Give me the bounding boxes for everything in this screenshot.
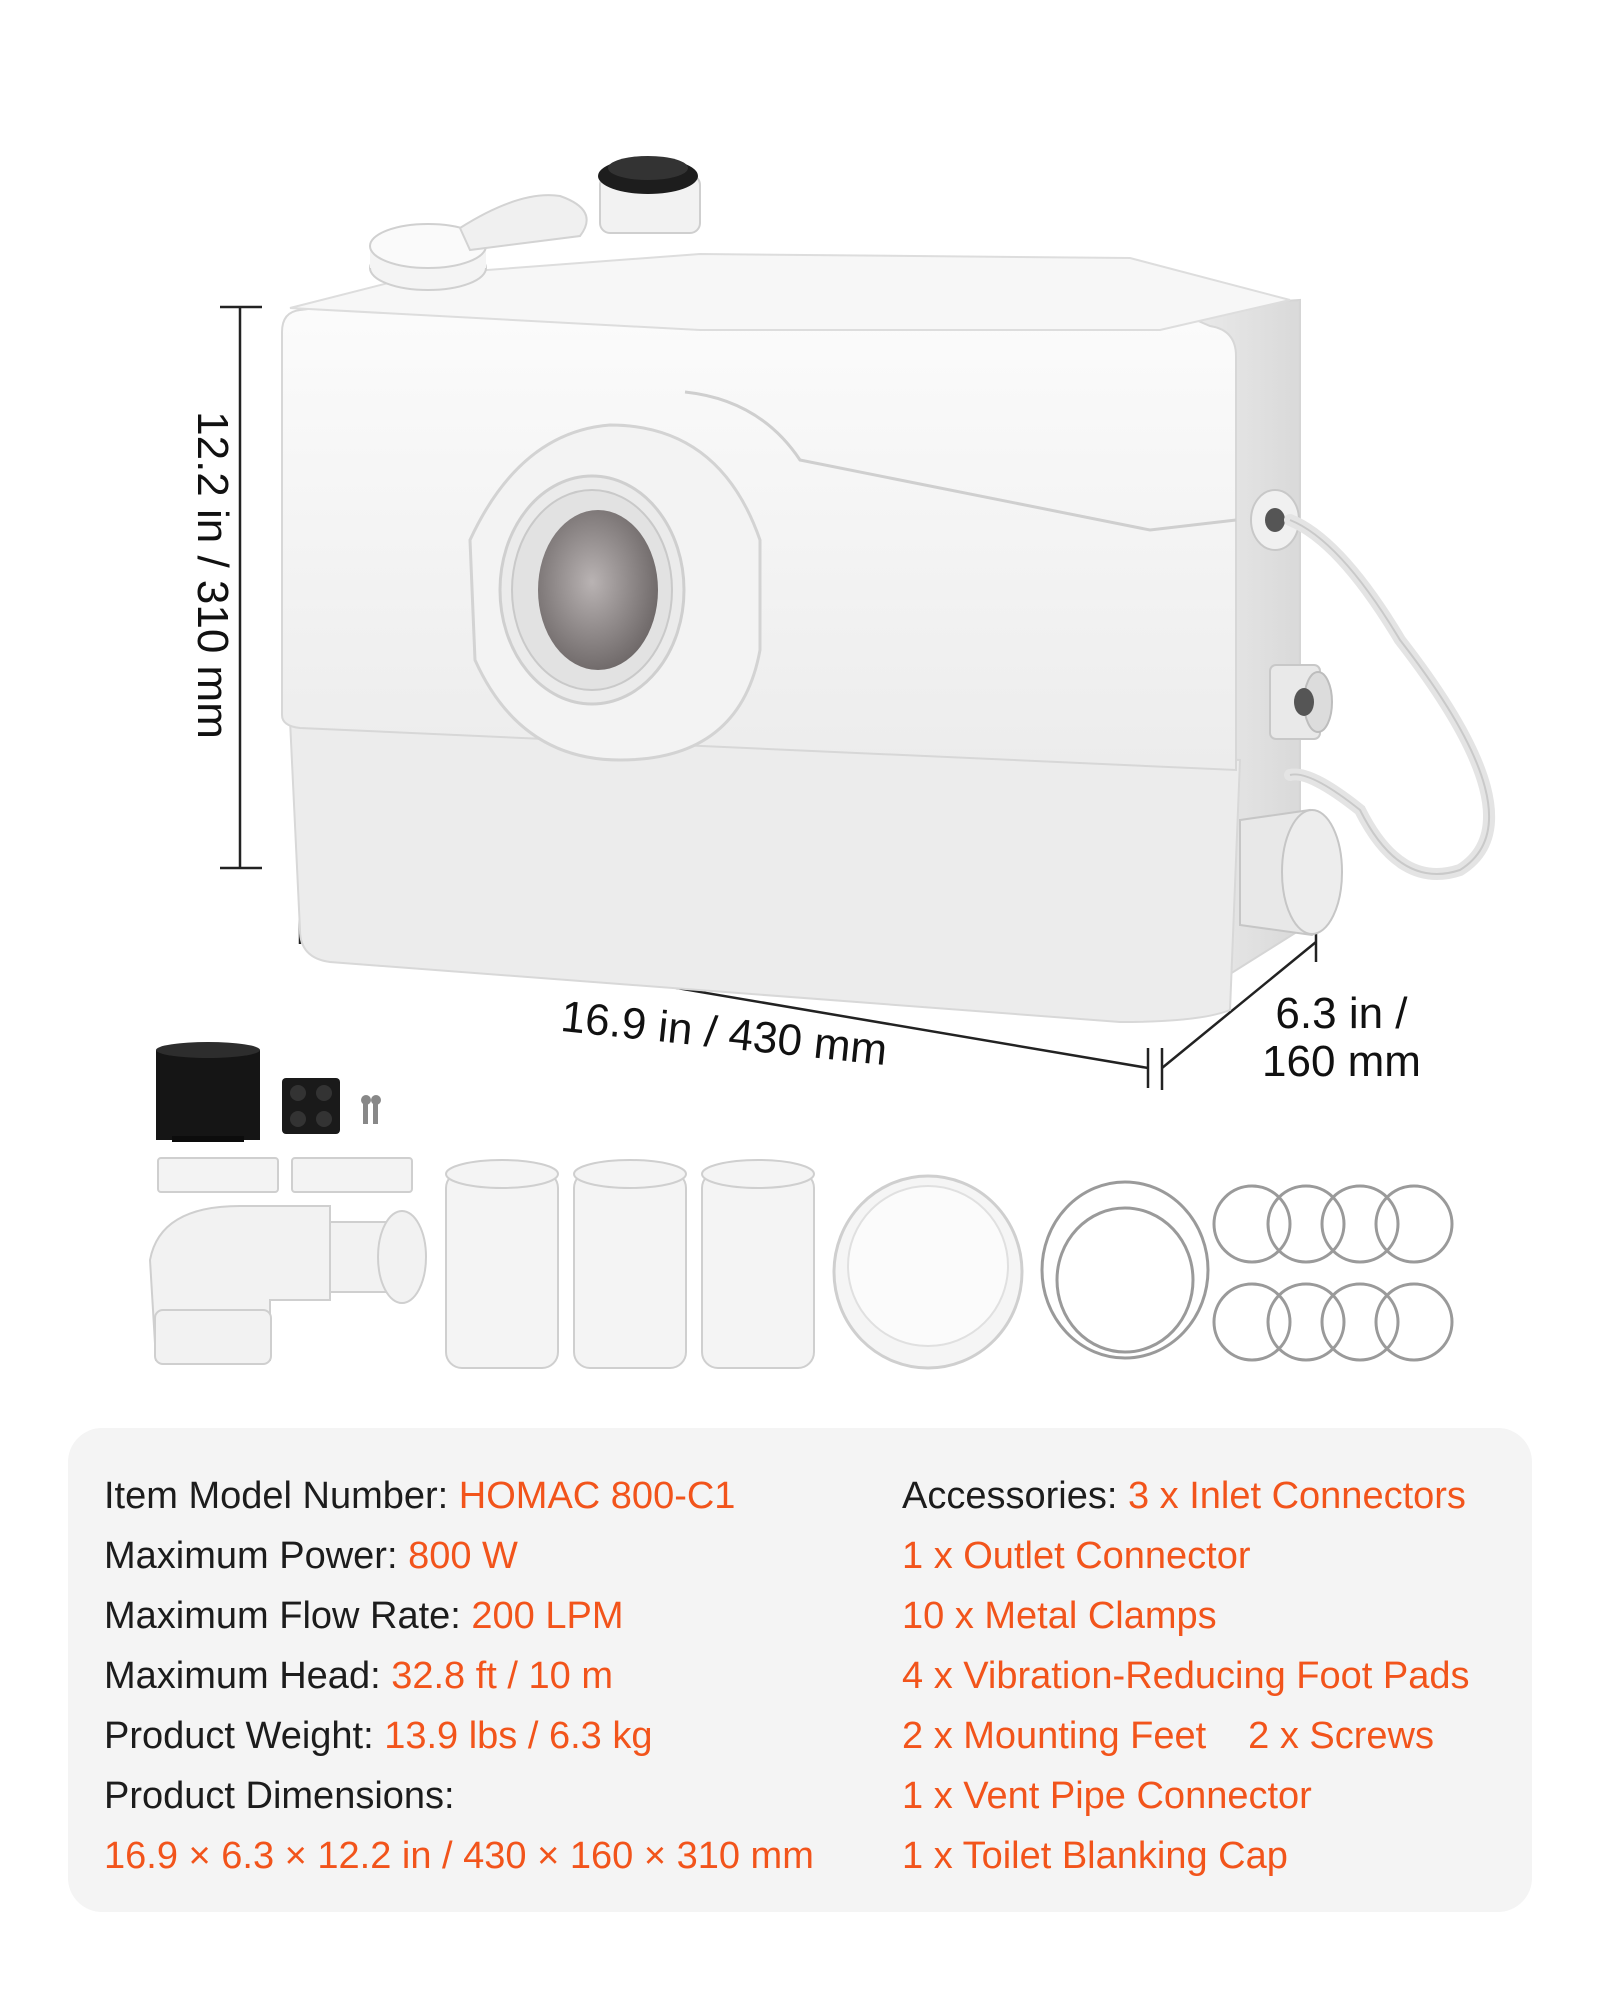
accessories-label: Accessories: [902, 1475, 1128, 1517]
accessory-item [902, 1706, 1470, 1766]
height-dimension-label: 12.2 in / 310 mm [188, 411, 237, 739]
spec-head [104, 1646, 814, 1706]
spec-value: HOMAC 800-C1 [458, 1475, 736, 1517]
depth-dimension-line-2: 160 mm [1262, 1037, 1421, 1087]
accessory-item: 1 x Vent Pipe Connector [902, 1775, 1312, 1817]
accessories-list [902, 1466, 1470, 1886]
spec-model [104, 1466, 814, 1526]
spec-label: Product Weight: [104, 1715, 385, 1757]
depth-dimension-line-1: 6.3 in / [1275, 989, 1408, 1038]
spec-dimensions-label: Product Dimensions: [104, 1775, 455, 1817]
screws [361, 1095, 381, 1124]
small-metal-clamps [1214, 1186, 1452, 1360]
spec-list [104, 1466, 814, 1886]
foot-pads [282, 1078, 340, 1134]
spec-flow-rate [104, 1586, 814, 1646]
accessory-item: 1 x Outlet Connector [902, 1535, 1251, 1577]
spec-weight [104, 1706, 814, 1766]
accessory-value: 2 x Screws [1248, 1715, 1434, 1757]
large-metal-clamps [1042, 1182, 1208, 1358]
accessory-item: 10 x Metal Clamps [902, 1595, 1217, 1637]
spec-value: 200 LPM [471, 1595, 624, 1637]
spec-dimensions-value: 16.9 × 6.3 × 12.2 in / 430 × 160 × 310 mm [104, 1835, 814, 1877]
vent-pipe-connector [156, 1042, 260, 1142]
accessory-value: 3 x Inlet Connectors [1127, 1475, 1466, 1517]
accessory-item: 4 x Vibration-Reducing Foot Pads [902, 1655, 1470, 1697]
spec-power [104, 1526, 814, 1586]
accessory-item [902, 1466, 1470, 1526]
pump-unit [282, 156, 1489, 1022]
spec-value: 32.8 ft / 10 m [391, 1655, 613, 1697]
spec-value: 800 W [408, 1535, 518, 1577]
outlet-connector [150, 1206, 426, 1364]
spec-label: Maximum Head: [104, 1655, 392, 1697]
accessory-item: 1 x Toilet Blanking Cap [902, 1835, 1288, 1877]
spec-value: 13.9 lbs / 6.3 kg [384, 1715, 653, 1757]
width-dimension-label: 16.9 in / 430 mm [558, 992, 890, 1075]
toilet-blanking-cap [834, 1176, 1022, 1368]
spec-label: Item Model Number: [104, 1475, 459, 1517]
depth-dimension-label [1262, 990, 1421, 1087]
spec-card [68, 1428, 1532, 1912]
inlet-connectors [446, 1160, 814, 1368]
mounting-feet [158, 1158, 412, 1192]
spec-label: Maximum Power: [104, 1535, 409, 1577]
spec-label: Maximum Flow Rate: [104, 1595, 472, 1637]
accessory-value: 2 x Mounting Feet [902, 1715, 1207, 1757]
